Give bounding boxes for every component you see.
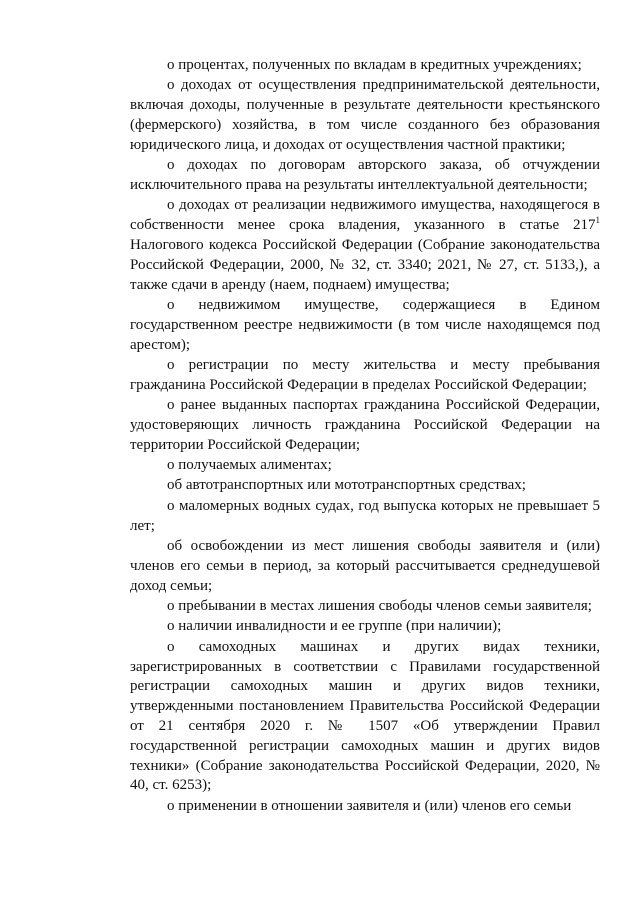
paragraph-vehicles: об автотранспортных или мототранспортных средствах;	[167, 477, 526, 494]
paragraph-deposit-interest: о процентах, полученных по вкладам в кредитных учреждениях;	[167, 57, 582, 73]
article-superscript: 1	[595, 215, 600, 226]
paragraph-real-estate-sale	[130, 196, 600, 295]
paragraph-self-propelled-machines: о самоходных машинах и других видах техники, зарегистрированных в соответствии с Правилами государственной регистрации самоходных машин и других видов техники, утвержденными постановлением Правительства Российской Федерации от 21 сентября 2020 г. № 1507 «Об утверждении Правил государственной регистрации самоходных машин и других видов техники» (Собрание законодательства Российской Федерации, 2020, № 40, ст. 6253);	[130, 638, 600, 794]
paragraph-alimony: о получаемых алиментах;	[167, 457, 332, 474]
paragraph-real-estate-registry: о недвижимом имуществе, содержащиеся в Едином государственном реестре недвижимости (в том числе находящемся под арестом);	[130, 296, 600, 353]
paragraph-real-estate-sale-text: о доходах от реализации недвижимого имущества, находящегося в собственности менее срока владения, указанного в статье 217	[130, 197, 600, 234]
paragraph-release-from-prison: об освобождении из мест лишения свободы заявителя и (или) членов его семьи в период, за который рассчитывается среднедушевой доход семьи;	[130, 538, 600, 594]
paragraph-stay-in-prison: о пребывании в местах лишения свободы членов семьи заявителя;	[167, 598, 592, 615]
paragraph-disability: о наличии инвалидности и ее группе (при наличии);	[167, 618, 502, 635]
paragraph-author-contracts: о доходах по договорам авторского заказа, об отчуждении исключительного права на результаты интеллектуальной деятельности;	[130, 157, 600, 193]
paragraph-business-income: о доходах от осуществления предпринимательской деятельности, включая доходы, полученные в результате деятельности крестьянского (фермерского) хозяйства, в том числе созданного без образования юридического лица, и доходах от осуществления частной практики;	[130, 77, 600, 153]
paragraph-small-vessels: о маломерных водных судах, год выпуска которых не превышает 5 лет;	[130, 497, 600, 534]
paragraph-real-estate-sale-continuation: Налогового кодекса Российской Федерации (Собрание законодательства Российской Федерации, 2000, № 32, ст. 3340; 2021, № 27, ст. 5133,), а также сдачи в аренду (наем, поднаем) имущества;	[130, 236, 600, 293]
document-page	[130, 56, 600, 817]
paragraph-measures-applied: о применении в отношении заявителя и (или) членов его семьи	[167, 797, 572, 814]
paragraph-passports: о ранее выданных паспортах гражданина Российской Федерации, удостоверяющих личность гражданина Российской Федерации на территории Российской Федерации;	[130, 397, 600, 453]
paragraph-registration: о регистрации по месту жительства и месту пребывания гражданина Российской Федерации в пределах Российской Федерации;	[130, 356, 600, 393]
